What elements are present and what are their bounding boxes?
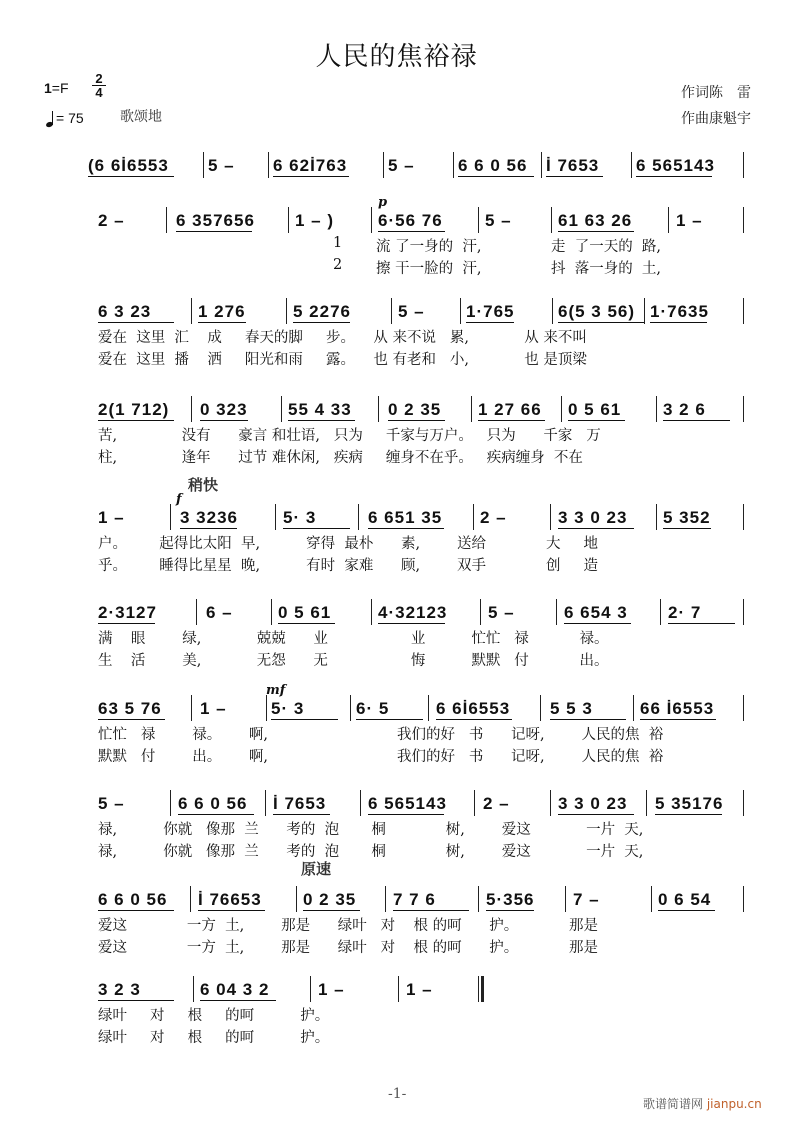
- measure-notes: 3 2 3: [98, 980, 141, 999]
- bar-line: [203, 152, 204, 178]
- beam-line: [650, 322, 707, 323]
- bar-line: [266, 695, 267, 721]
- score-system: [88, 788, 753, 862]
- bar-line: [460, 298, 461, 324]
- measure-notes: 5 352: [663, 508, 711, 527]
- beam-line: [98, 322, 174, 323]
- tempo-value: = 75: [56, 110, 84, 126]
- notation-line: [88, 150, 753, 180]
- measure-notes: 5· 3: [283, 508, 317, 527]
- beam-line: [88, 176, 174, 177]
- bar-line: [743, 504, 744, 530]
- beam-line: [388, 420, 445, 421]
- lyric-line-verse-1: [88, 627, 753, 649]
- notation-line: [88, 195, 753, 235]
- beam-line: [393, 910, 469, 911]
- lyric-text: 爱在 这里 汇 成 春天的脚 步。 从 来不说 累, 从 来不叫: [98, 330, 587, 346]
- bar-line: [191, 396, 192, 422]
- lyric-line-verse-2: [88, 1026, 753, 1048]
- beam-line: [98, 623, 155, 624]
- bar-line: [743, 152, 744, 178]
- beam-line: [663, 420, 730, 421]
- beam-line: [558, 322, 644, 323]
- measure-notes: 5 –: [398, 302, 425, 321]
- beam-line: [636, 176, 712, 177]
- lyric-text: 忙忙 禄 禄。 啊, 我们的好 书 记呀, 人民的焦 裕: [98, 727, 664, 743]
- bar-line: [478, 886, 479, 912]
- measure-notes: 5 –: [208, 156, 235, 175]
- dynamic-marking: mf: [266, 683, 286, 698]
- lyric-text: 绿叶 对 根 的呵 护。: [98, 1008, 330, 1024]
- lyric-text: 爱这 一方 土, 那是 绿叶 对 根 的呵 护。 那是: [98, 918, 599, 934]
- bar-line: [191, 298, 192, 324]
- bar-line: [633, 695, 634, 721]
- measure-notes: 2·3127: [98, 603, 157, 622]
- beam-line: [478, 420, 545, 421]
- measure-notes: 5 5 3: [550, 699, 593, 718]
- measure-notes: 6 654 3: [564, 603, 628, 622]
- song-title: 人民的焦裕禄: [315, 42, 478, 72]
- bar-line: [453, 152, 454, 178]
- bar-line: [474, 790, 475, 816]
- bar-line: [473, 504, 474, 530]
- measure-notes: 1 –: [318, 980, 345, 999]
- beam-line: [486, 910, 534, 911]
- beam-line: [273, 814, 330, 815]
- lyric-text: 苦, 没有 豪言 和壮语, 只为 千家与万户。 只为 千家 万: [98, 428, 601, 444]
- tempo-change-marking: 原速: [301, 860, 332, 878]
- key-name: =F: [51, 80, 69, 96]
- measure-notes: 1 – ): [295, 211, 335, 230]
- bar-line: [556, 599, 557, 625]
- page-number: -1-: [388, 1086, 407, 1102]
- bar-line: [552, 298, 553, 324]
- beam-line: [198, 322, 246, 323]
- credits: [681, 80, 751, 132]
- bar-line: [193, 976, 194, 1002]
- measure-notes: 2· 7: [668, 603, 702, 622]
- measure-notes: 6 6İ6553: [436, 699, 511, 718]
- watermark-text: 歌谱简谱网: [643, 1097, 707, 1111]
- measure-notes: 4·32123: [378, 603, 448, 622]
- bar-line: [428, 695, 429, 721]
- score-system: [88, 296, 753, 370]
- bar-line: [480, 599, 481, 625]
- lyric-text: 禄, 你就 像那 兰 考的 泡 桐 树, 爱这 一片 天,: [98, 822, 644, 838]
- bar-line: [743, 695, 744, 721]
- lyric-line-verse-2: [88, 745, 753, 767]
- measure-notes: 55 4 33: [288, 400, 352, 419]
- time-signature-top: 2: [95, 71, 103, 86]
- lyric-line-verse-1: [88, 532, 753, 554]
- measure-notes: İ 7653: [546, 156, 600, 175]
- beam-line: [568, 420, 625, 421]
- bar-line: [268, 152, 269, 178]
- beam-line: [668, 623, 735, 624]
- dynamic-marking: f: [176, 492, 182, 507]
- lyric-line-verse-2: [88, 446, 753, 468]
- lyric-line-verse-1: [88, 326, 753, 348]
- measure-notes: 1 –: [406, 980, 433, 999]
- lyric-line-verse-1: [88, 1004, 753, 1026]
- lyric-text: 爱在 这里 播 洒 阳光和雨 露。 也 有老和 小, 也 是顶梁: [98, 352, 587, 368]
- beam-line: [550, 719, 626, 720]
- lyric-text: 绿叶 对 根 的呵 护。: [98, 1030, 330, 1046]
- lyric-text: 擦 干一脸的 汗,: [376, 261, 482, 277]
- measure-notes: 6 3 23: [98, 302, 152, 321]
- notation-line: [88, 394, 753, 424]
- bar-line: [398, 976, 399, 1002]
- measure-notes: 5 –: [388, 156, 415, 175]
- bar-line: [286, 298, 287, 324]
- bar-line: [551, 207, 552, 233]
- measure-notes: 5 –: [485, 211, 512, 230]
- bar-line: [378, 396, 379, 422]
- measure-notes: 3 3 0 23: [558, 508, 628, 527]
- lyric-line-verse-1: [88, 723, 753, 745]
- lyric-text: 满 眼 绿, 兢兢 业 业 忙忙 禄 禄。: [98, 631, 609, 647]
- bar-line: [541, 152, 542, 178]
- beam-line: [378, 231, 445, 232]
- lyric-text: 户。 起得比太阳 早, 穿得 最朴 素, 送给 大 地: [98, 536, 599, 552]
- measure-notes: 7 –: [573, 890, 600, 909]
- beam-line: [564, 623, 631, 624]
- bar-line: [371, 207, 372, 233]
- tempo-change-marking: 稍快: [188, 476, 219, 494]
- measure-notes: (6 6İ6553: [88, 156, 169, 175]
- bar-line: [371, 599, 372, 625]
- measure-notes: 2(1 712): [98, 400, 170, 419]
- measure-notes: 0 2 35: [388, 400, 442, 419]
- lyric-text: 抖 落一身的 土,: [551, 261, 662, 277]
- measure-notes: 5 –: [488, 603, 515, 622]
- time-signature: [92, 72, 106, 99]
- beam-line: [180, 528, 237, 529]
- bar-line: [743, 599, 744, 625]
- beam-line: [98, 910, 174, 911]
- score-system: [88, 974, 753, 1048]
- final-bar-line: [478, 976, 484, 1002]
- bar-line: [191, 695, 192, 721]
- bar-line: [166, 207, 167, 233]
- watermark: [643, 1095, 762, 1112]
- bar-line: [170, 790, 171, 816]
- bar-line: [540, 695, 541, 721]
- measure-notes: 1·7635: [650, 302, 709, 321]
- measure-notes: 66 İ6553: [640, 699, 715, 718]
- measure-notes: 6 6 0 56: [178, 794, 248, 813]
- measure-notes: 0 6 54: [658, 890, 712, 909]
- beam-line: [546, 176, 603, 177]
- measure-notes: 6 6 0 56: [458, 156, 528, 175]
- bar-line: [743, 790, 744, 816]
- beam-line: [558, 814, 634, 815]
- notation-line: [88, 788, 753, 818]
- measure-notes: 5 2276: [293, 302, 351, 321]
- dynamic-marking: p: [378, 195, 388, 210]
- lyric-text: 禄, 你就 像那 兰 考的 泡 桐 树, 爱这 一片 天,: [98, 844, 644, 860]
- measure-notes: 63 5 76: [98, 699, 162, 718]
- quarter-note-icon: [46, 111, 56, 127]
- beam-line: [176, 231, 252, 232]
- bar-line: [644, 298, 645, 324]
- beam-line: [368, 814, 444, 815]
- bar-line: [383, 152, 384, 178]
- measure-notes: İ 76653: [198, 890, 262, 909]
- bar-line: [743, 207, 744, 233]
- beam-line: [558, 231, 634, 232]
- lyricist: 作词陈 雷: [681, 85, 751, 101]
- bar-line: [656, 504, 657, 530]
- bar-line: [668, 207, 669, 233]
- lyric-line-verse-2: [88, 554, 753, 576]
- measure-notes: 6·56 76: [378, 211, 443, 230]
- lyric-text: 柱, 逢年 过节 难休闲, 疾病 缠身不在乎。 疾病缠身 不在: [98, 450, 583, 466]
- beam-line: [200, 420, 248, 421]
- measure-notes: 7 7 6: [393, 890, 436, 909]
- watermark-brand: jianpu.cn: [706, 1097, 762, 1111]
- lyric-text: 流 了一身的 汗,: [376, 239, 482, 255]
- measure-notes: 6(5 3 56): [558, 302, 636, 321]
- beam-line: [458, 176, 534, 177]
- bar-line: [170, 504, 171, 530]
- measure-notes: 6 –: [206, 603, 233, 622]
- bar-line: [646, 790, 647, 816]
- score-system: [88, 150, 753, 180]
- score-system: [88, 195, 753, 279]
- measure-notes: 6 04 3 2: [200, 980, 270, 999]
- measure-notes: 61 63 26: [558, 211, 633, 230]
- score-system: [88, 394, 753, 468]
- bar-line: [271, 599, 272, 625]
- bar-line: [651, 886, 652, 912]
- key-signature: [44, 80, 69, 96]
- lyric-line-verse-2: [88, 936, 753, 958]
- beam-line: [178, 814, 254, 815]
- beam-line: [436, 719, 512, 720]
- bar-line: [360, 790, 361, 816]
- beam-line: [198, 910, 265, 911]
- bar-line: [296, 886, 297, 912]
- beam-line: [283, 528, 350, 529]
- lyric-text: 爱这 一方 土, 那是 绿叶 对 根 的呵 护。 那是: [98, 940, 599, 956]
- measure-notes: 6 565143: [368, 794, 447, 813]
- bar-line: [265, 790, 266, 816]
- bar-line: [743, 298, 744, 324]
- bar-line: [743, 886, 744, 912]
- bar-line: [550, 504, 551, 530]
- composer: 作曲康魁宇: [681, 111, 751, 127]
- measure-notes: 6 565143: [636, 156, 715, 175]
- bar-line: [561, 396, 562, 422]
- lyric-text: 1: [333, 235, 343, 251]
- bar-line: [385, 886, 386, 912]
- measure-notes: 6 62İ763: [273, 156, 348, 175]
- key-tonic: 1: [44, 80, 52, 96]
- measure-notes: 5·356: [486, 890, 535, 909]
- notation-line: [88, 683, 753, 723]
- beam-line: [98, 420, 174, 421]
- lyric-text: 2: [333, 257, 343, 273]
- measure-notes: 0 5 61: [568, 400, 622, 419]
- beam-line: [640, 719, 716, 720]
- beam-line: [278, 623, 335, 624]
- bar-line: [631, 152, 632, 178]
- bar-line: [281, 396, 282, 422]
- beam-line: [658, 910, 715, 911]
- notation-line: [88, 860, 753, 914]
- lyric-text: 默默 付 出。 啊, 我们的好 书 记呀, 人民的焦 裕: [98, 749, 664, 765]
- bar-line: [550, 790, 551, 816]
- bar-line: [471, 396, 472, 422]
- bar-line: [656, 396, 657, 422]
- measure-notes: 1 –: [98, 508, 125, 527]
- beam-line: [98, 719, 165, 720]
- beam-line: [200, 1000, 276, 1001]
- lyric-line-verse-2: [88, 840, 753, 862]
- notation-line: [88, 296, 753, 326]
- notation-line: [88, 597, 753, 627]
- lyric-text: 乎。 睡得比星星 晚, 有时 家难 顾, 双手 创 造: [98, 558, 599, 574]
- measure-notes: 5 –: [98, 794, 125, 813]
- score-system: [88, 683, 753, 767]
- beam-line: [288, 420, 355, 421]
- bar-line: [310, 976, 311, 1002]
- measure-notes: 3 2 6: [663, 400, 706, 419]
- measure-notes: 3 3 0 23: [558, 794, 628, 813]
- lyric-line-verse-2: [88, 649, 753, 671]
- beam-line: [368, 528, 444, 529]
- beam-line: [271, 719, 338, 720]
- bar-line: [190, 886, 191, 912]
- measure-notes: 0 323: [200, 400, 248, 419]
- measure-notes: İ 7653: [273, 794, 327, 813]
- measure-notes: 5· 3: [271, 699, 305, 718]
- bar-line: [350, 695, 351, 721]
- lyric-line-verse-2: [88, 348, 753, 370]
- bar-line: [660, 599, 661, 625]
- bar-line: [565, 886, 566, 912]
- bar-line: [391, 298, 392, 324]
- beam-line: [303, 910, 360, 911]
- bar-line: [358, 504, 359, 530]
- beam-line: [466, 322, 514, 323]
- beam-line: [293, 322, 350, 323]
- bar-line: [743, 396, 744, 422]
- beam-line: [558, 528, 634, 529]
- measure-notes: 1 –: [676, 211, 703, 230]
- lyric-line-verse-2: [88, 257, 753, 279]
- score-system: [88, 476, 753, 576]
- beam-line: [378, 623, 445, 624]
- bar-line: [196, 599, 197, 625]
- measure-notes: 0 2 35: [303, 890, 357, 909]
- measure-notes: 2 –: [483, 794, 510, 813]
- measure-notes: 1 –: [200, 699, 227, 718]
- lyric-line-verse-1: [88, 914, 753, 936]
- bar-line: [288, 207, 289, 233]
- score-system: [88, 860, 753, 958]
- measure-notes: 6 651 35: [368, 508, 443, 527]
- bar-line: [275, 504, 276, 530]
- measure-notes: 1 27 66: [478, 400, 542, 419]
- lyric-line-verse-1: [88, 424, 753, 446]
- beam-line: [273, 176, 349, 177]
- score-system: [88, 597, 753, 671]
- measure-notes: 2 –: [480, 508, 507, 527]
- measure-notes: 5 35176: [655, 794, 724, 813]
- lyric-text: 生 活 美, 无怨 无 悔 默默 付 出。: [98, 653, 609, 669]
- measure-notes: 1 276: [198, 302, 246, 321]
- beam-line: [98, 1000, 174, 1001]
- time-signature-bottom: 4: [95, 85, 103, 100]
- lyric-line-verse-1: [88, 235, 753, 257]
- measure-notes: 6 6 0 56: [98, 890, 168, 909]
- lyric-line-verse-1: [88, 818, 753, 840]
- measure-notes: 6 357656: [176, 211, 255, 230]
- beam-line: [655, 814, 722, 815]
- measure-notes: 1·765: [466, 302, 515, 321]
- tempo-marking: [46, 110, 84, 127]
- notation-line: [88, 974, 753, 1004]
- bar-line: [478, 207, 479, 233]
- measure-notes: 0 5 61: [278, 603, 332, 622]
- beam-line: [663, 528, 711, 529]
- beam-line: [356, 719, 423, 720]
- lyric-text: 走 了一天的 路,: [551, 239, 662, 255]
- notation-line: [88, 476, 753, 532]
- measure-notes: 2 –: [98, 211, 125, 230]
- expression-marking: 歌颂地: [120, 109, 162, 125]
- measure-notes: 6· 5: [356, 699, 390, 718]
- measure-notes: 3 3236: [180, 508, 238, 527]
